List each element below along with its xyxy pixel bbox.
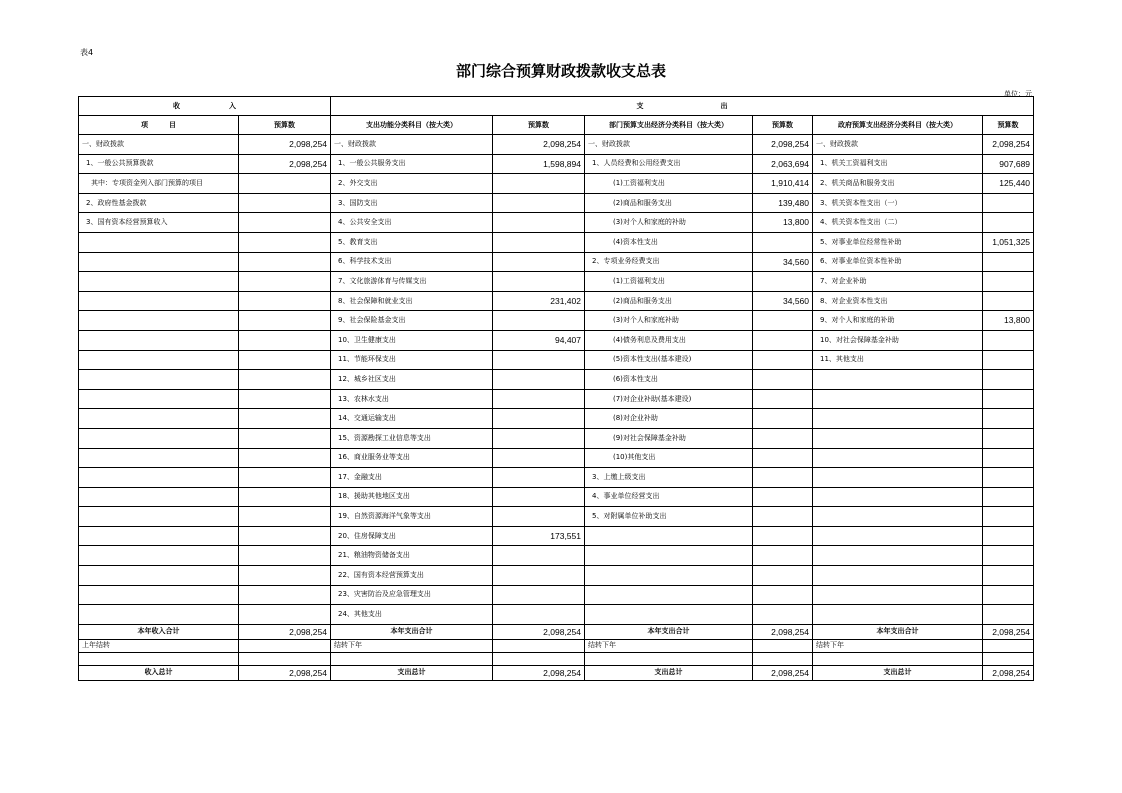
table-row: [79, 428, 1034, 448]
budget-value-cell: [753, 428, 813, 448]
budget-summary-table: [78, 96, 1034, 681]
budget-value-cell: [493, 370, 585, 390]
col-budget-header: 预算数: [493, 116, 585, 135]
table-row: [79, 232, 1034, 252]
budget-value-cell: [983, 213, 1034, 233]
item-label-cell: 23、灾害防治及应急管理支出: [331, 585, 493, 605]
budget-value-cell: [753, 585, 813, 605]
item-label-cell: [813, 468, 983, 488]
table-row: [79, 546, 1034, 566]
budget-value-cell: [493, 448, 585, 468]
budget-value-cell: [983, 409, 1034, 429]
total-label: 支出总计: [585, 665, 753, 680]
budget-value-cell: [983, 291, 1034, 311]
blank-cell: [239, 652, 331, 665]
table-row: [79, 252, 1034, 272]
subtotal-row: [79, 624, 1034, 639]
item-label-cell: [813, 409, 983, 429]
blank-cell: [493, 652, 585, 665]
budget-value-cell: [753, 487, 813, 507]
item-label-cell: [79, 409, 239, 429]
subtotal-value: 2,098,254: [493, 624, 585, 639]
table-row: [79, 468, 1034, 488]
item-label-cell: 一、财政拨款: [813, 135, 983, 155]
item-label-cell: [79, 370, 239, 390]
table-row: [79, 135, 1034, 155]
item-label-cell: 9、对个人和家庭的补助: [813, 311, 983, 331]
budget-value-cell: [493, 272, 585, 292]
income-header: 收 入: [79, 97, 331, 116]
total-value: 2,098,254: [983, 665, 1034, 680]
budget-value-cell: [239, 546, 331, 566]
budget-value-cell: [493, 546, 585, 566]
budget-value-cell: [983, 526, 1034, 546]
item-label-cell: 5、教育支出: [331, 232, 493, 252]
item-label-cell: [79, 507, 239, 527]
item-label-cell: 18、援助其他地区支出: [331, 487, 493, 507]
item-label-cell: (7)对企业补助(基本建设): [585, 389, 753, 409]
item-label-cell: 一、财政拨款: [585, 135, 753, 155]
budget-value-cell: 2,098,254: [239, 135, 331, 155]
budget-value-cell: [983, 350, 1034, 370]
col-budget-header: 预算数: [239, 116, 331, 135]
item-label-cell: [79, 389, 239, 409]
item-label-cell: (3)对个人和家庭的补助: [585, 213, 753, 233]
blank-cell: [585, 652, 753, 665]
blank-cell: [983, 652, 1034, 665]
table-row: [79, 389, 1034, 409]
budget-value-cell: 139,480: [753, 193, 813, 213]
table-row: [79, 193, 1034, 213]
subtotal-label: 本年支出合计: [331, 624, 493, 639]
item-label-cell: 8、对企业资本性支出: [813, 291, 983, 311]
item-label-cell: 13、农林水支出: [331, 389, 493, 409]
budget-value-cell: [493, 566, 585, 586]
budget-value-cell: [493, 252, 585, 272]
item-label-cell: 24、其他支出: [331, 605, 493, 625]
item-label-cell: 12、城乡社区支出: [331, 370, 493, 390]
budget-value-cell: [983, 507, 1034, 527]
item-label-cell: [79, 330, 239, 350]
item-label-cell: [813, 389, 983, 409]
item-label-cell: 22、国有资本经营预算支出: [331, 566, 493, 586]
blank-cell: [753, 652, 813, 665]
expense-header: 支 出: [331, 97, 1034, 116]
budget-value-cell: [239, 605, 331, 625]
budget-value-cell: [493, 213, 585, 233]
item-label-cell: [813, 566, 983, 586]
table-row: [79, 448, 1034, 468]
item-label-cell: 10、卫生健康支出: [331, 330, 493, 350]
item-label-cell: (4)资本性支出: [585, 232, 753, 252]
budget-value-cell: [493, 389, 585, 409]
item-label-cell: [79, 566, 239, 586]
item-label-cell: 1、机关工资福利支出: [813, 154, 983, 174]
item-label-cell: 20、住房保障支出: [331, 526, 493, 546]
item-label-cell: (2)商品和服务支出: [585, 193, 753, 213]
item-label-cell: 4、公共安全支出: [331, 213, 493, 233]
table-row: [79, 370, 1034, 390]
budget-value-cell: 1,051,325: [983, 232, 1034, 252]
budget-value-cell: [983, 487, 1034, 507]
item-label-cell: [813, 546, 983, 566]
subtotal-value: 2,098,254: [983, 624, 1034, 639]
budget-value-cell: [239, 174, 331, 194]
budget-value-cell: [239, 370, 331, 390]
budget-value-cell: [239, 389, 331, 409]
table-row: [79, 566, 1034, 586]
table-number: 表4: [80, 48, 94, 57]
item-label-cell: 21、粮油物资储备支出: [331, 546, 493, 566]
budget-value-cell: [493, 468, 585, 488]
item-label-cell: (8)对企业补助: [585, 409, 753, 429]
item-label-cell: [813, 428, 983, 448]
item-label-cell: 4、事业单位经营支出: [585, 487, 753, 507]
carry-label: 结转下年: [585, 639, 753, 652]
item-label-cell: [79, 468, 239, 488]
item-label-cell: 1、一般公共预算拨款: [79, 154, 239, 174]
budget-value-cell: [983, 448, 1034, 468]
table-row: [79, 487, 1034, 507]
item-label-cell: 1、一般公共服务支出: [331, 154, 493, 174]
budget-value-cell: [753, 370, 813, 390]
table-row: [79, 291, 1034, 311]
item-label-cell: 1、人员经费和公用经费支出: [585, 154, 753, 174]
budget-value-cell: 173,551: [493, 526, 585, 546]
item-label-cell: 2、外交支出: [331, 174, 493, 194]
item-label-cell: 7、文化旅游体育与传媒支出: [331, 272, 493, 292]
table-row: [79, 174, 1034, 194]
item-label-cell: [79, 252, 239, 272]
budget-value-cell: [983, 330, 1034, 350]
item-label-cell: [813, 526, 983, 546]
item-label-cell: (9)对社会保障基金补助: [585, 428, 753, 448]
carry-value: [983, 639, 1034, 652]
carry-value: [753, 639, 813, 652]
budget-value-cell: [983, 252, 1034, 272]
item-label-cell: 14、交通运输支出: [331, 409, 493, 429]
total-value: 2,098,254: [493, 665, 585, 680]
budget-value-cell: [239, 193, 331, 213]
total-value: 2,098,254: [239, 665, 331, 680]
total-label: 收入总计: [79, 665, 239, 680]
item-label-cell: [585, 526, 753, 546]
budget-value-cell: [983, 605, 1034, 625]
item-label-cell: 3、国有资本经营预算收入: [79, 213, 239, 233]
item-label-cell: [79, 526, 239, 546]
blank-row: [79, 652, 1034, 665]
item-label-cell: (6)资本性支出: [585, 370, 753, 390]
item-label-cell: [79, 272, 239, 292]
table-row: [79, 409, 1034, 429]
budget-value-cell: [983, 370, 1034, 390]
item-label-cell: (1)工资福利支出: [585, 272, 753, 292]
budget-value-cell: 13,800: [753, 213, 813, 233]
budget-value-cell: [983, 389, 1034, 409]
subtotal-label: 本年支出合计: [813, 624, 983, 639]
table-row: [79, 154, 1034, 174]
budget-value-cell: [239, 468, 331, 488]
budget-value-cell: 231,402: [493, 291, 585, 311]
budget-value-cell: [239, 350, 331, 370]
page-title: 部门综合预算财政拨款收支总表: [455, 62, 666, 80]
item-label-cell: (10)其他支出: [585, 448, 753, 468]
item-label-cell: [79, 311, 239, 331]
col-func-cat-header: 支出功能分类科目（按大类）: [331, 116, 493, 135]
budget-value-cell: [239, 213, 331, 233]
budget-value-cell: [983, 566, 1034, 586]
budget-value-cell: [753, 311, 813, 331]
budget-value-cell: [239, 448, 331, 468]
budget-value-cell: [753, 232, 813, 252]
budget-value-cell: [239, 272, 331, 292]
subtotal-label: 本年支出合计: [585, 624, 753, 639]
item-label-cell: [79, 605, 239, 625]
item-label-cell: [813, 448, 983, 468]
carry-label: 结转下年: [331, 639, 493, 652]
budget-value-cell: [493, 174, 585, 194]
item-label-cell: (3)对个人和家庭补助: [585, 311, 753, 331]
budget-value-cell: [239, 566, 331, 586]
item-label-cell: [813, 487, 983, 507]
item-label-cell: (2)商品和服务支出: [585, 291, 753, 311]
col-budget-header: 预算数: [753, 116, 813, 135]
budget-value-cell: [239, 409, 331, 429]
carry-value: [239, 639, 331, 652]
item-label-cell: [79, 232, 239, 252]
total-label: 支出总计: [331, 665, 493, 680]
table-row: [79, 507, 1034, 527]
budget-value-cell: [493, 232, 585, 252]
budget-value-cell: [493, 409, 585, 429]
item-label-cell: 5、对附属单位补助支出: [585, 507, 753, 527]
item-label-cell: [585, 566, 753, 586]
budget-value-cell: [493, 193, 585, 213]
total-value: 2,098,254: [753, 665, 813, 680]
item-label-cell: 其中：专项资金列入部门预算的项目: [79, 174, 239, 194]
budget-value-cell: [753, 272, 813, 292]
budget-value-cell: 34,560: [753, 291, 813, 311]
budget-value-cell: [239, 428, 331, 448]
budget-value-cell: [493, 428, 585, 448]
budget-value-cell: 94,407: [493, 330, 585, 350]
item-label-cell: 16、商业服务业等支出: [331, 448, 493, 468]
budget-value-cell: [753, 468, 813, 488]
total-label: 支出总计: [813, 665, 983, 680]
item-label-cell: 15、资源勘探工业信息等支出: [331, 428, 493, 448]
item-label-cell: 6、对事业单位资本性补助: [813, 252, 983, 272]
budget-value-cell: [239, 487, 331, 507]
budget-value-cell: [239, 507, 331, 527]
budget-value-cell: [753, 566, 813, 586]
budget-value-cell: [753, 526, 813, 546]
item-label-cell: 5、对事业单位经常性补助: [813, 232, 983, 252]
item-label-cell: 7、对企业补助: [813, 272, 983, 292]
budget-value-cell: [753, 507, 813, 527]
item-label-cell: 2、政府性基金拨款: [79, 193, 239, 213]
budget-value-cell: 2,098,254: [983, 135, 1034, 155]
budget-value-cell: 2,098,254: [493, 135, 585, 155]
subtotal-value: 2,098,254: [239, 624, 331, 639]
col-dept-econ-header: 部门预算支出经济分类科目（按大类）: [585, 116, 753, 135]
item-label-cell: [79, 487, 239, 507]
budget-value-cell: [983, 468, 1034, 488]
budget-value-cell: [493, 311, 585, 331]
grand-total-row: [79, 665, 1034, 680]
budget-value-cell: [493, 487, 585, 507]
budget-value-cell: [753, 448, 813, 468]
table-row: [79, 330, 1034, 350]
carry-label: 结转下年: [813, 639, 983, 652]
table-row: [79, 311, 1034, 331]
budget-value-cell: [753, 409, 813, 429]
item-label-cell: 11、其他支出: [813, 350, 983, 370]
budget-value-cell: [753, 330, 813, 350]
item-label-cell: [79, 291, 239, 311]
budget-value-cell: 34,560: [753, 252, 813, 272]
budget-value-cell: [239, 330, 331, 350]
budget-value-cell: [983, 585, 1034, 605]
item-label-cell: [813, 605, 983, 625]
subtotal-value: 2,098,254: [753, 624, 813, 639]
budget-value-cell: [753, 605, 813, 625]
budget-value-cell: 2,063,694: [753, 154, 813, 174]
item-label-cell: 3、国防支出: [331, 193, 493, 213]
budget-value-cell: 1,910,414: [753, 174, 813, 194]
item-label-cell: 6、科学技术支出: [331, 252, 493, 272]
subtotal-label: 本年收入合计: [79, 624, 239, 639]
item-label-cell: 10、对社会保障基金补助: [813, 330, 983, 350]
budget-value-cell: 907,689: [983, 154, 1034, 174]
carry-value: [493, 639, 585, 652]
budget-value-cell: [493, 605, 585, 625]
budget-value-cell: [239, 291, 331, 311]
budget-value-cell: [493, 507, 585, 527]
item-label-cell: [585, 585, 753, 605]
budget-value-cell: [493, 585, 585, 605]
budget-value-cell: [983, 193, 1034, 213]
item-label-cell: 9、社会保险基金支出: [331, 311, 493, 331]
item-label-cell: 2、专项业务经费支出: [585, 252, 753, 272]
item-label-cell: 8、社会保障和就业支出: [331, 291, 493, 311]
item-label-cell: 17、金融支出: [331, 468, 493, 488]
budget-value-cell: [983, 428, 1034, 448]
col-item-header: 项 目: [79, 116, 239, 135]
col-budget-header: 预算数: [983, 116, 1034, 135]
blank-cell: [813, 652, 983, 665]
blank-cell: [331, 652, 493, 665]
budget-value-cell: 2,098,254: [753, 135, 813, 155]
table-row: [79, 605, 1034, 625]
budget-value-cell: [493, 350, 585, 370]
budget-value-cell: 2,098,254: [239, 154, 331, 174]
item-label-cell: [585, 546, 753, 566]
item-label-cell: (4)债务利息及费用支出: [585, 330, 753, 350]
item-label-cell: 3、机关资本性支出（一）: [813, 193, 983, 213]
budget-value-cell: [753, 350, 813, 370]
item-label-cell: 2、机关商品和服务支出: [813, 174, 983, 194]
budget-value-cell: [983, 546, 1034, 566]
budget-value-cell: [983, 272, 1034, 292]
carry-row: [79, 639, 1034, 652]
table-row: [79, 272, 1034, 292]
item-label-cell: [813, 585, 983, 605]
unit-label: 单位：元: [1004, 90, 1032, 98]
carry-label: 上年结转: [79, 639, 239, 652]
item-label-cell: 11、节能环保支出: [331, 350, 493, 370]
item-label-cell: [813, 370, 983, 390]
item-label-cell: 4、机关资本性支出（二）: [813, 213, 983, 233]
item-label-cell: [79, 350, 239, 370]
item-label-cell: (5)资本性支出(基本建设): [585, 350, 753, 370]
item-label-cell: (1)工资福利支出: [585, 174, 753, 194]
table-row: [79, 213, 1034, 233]
budget-value-cell: [239, 232, 331, 252]
item-label-cell: [813, 507, 983, 527]
item-label-cell: [79, 546, 239, 566]
budget-value-cell: [239, 252, 331, 272]
table-row: [79, 585, 1034, 605]
item-label-cell: 一、财政拨款: [79, 135, 239, 155]
col-gov-econ-header: 政府预算支出经济分类科目（按大类）: [813, 116, 983, 135]
item-label-cell: [79, 448, 239, 468]
blank-cell: [79, 652, 239, 665]
budget-value-cell: [239, 585, 331, 605]
item-label-cell: [79, 428, 239, 448]
budget-value-cell: [753, 546, 813, 566]
budget-value-cell: 125,440: [983, 174, 1034, 194]
table-row: [79, 350, 1034, 370]
budget-value-cell: [239, 311, 331, 331]
item-label-cell: [79, 585, 239, 605]
budget-value-cell: 13,800: [983, 311, 1034, 331]
item-label-cell: 3、上缴上级支出: [585, 468, 753, 488]
item-label-cell: 一、财政拨款: [331, 135, 493, 155]
budget-value-cell: [239, 526, 331, 546]
budget-value-cell: 1,598,894: [493, 154, 585, 174]
item-label-cell: [585, 605, 753, 625]
table-row: [79, 526, 1034, 546]
item-label-cell: 19、自然资源海洋气象等支出: [331, 507, 493, 527]
budget-value-cell: [753, 389, 813, 409]
